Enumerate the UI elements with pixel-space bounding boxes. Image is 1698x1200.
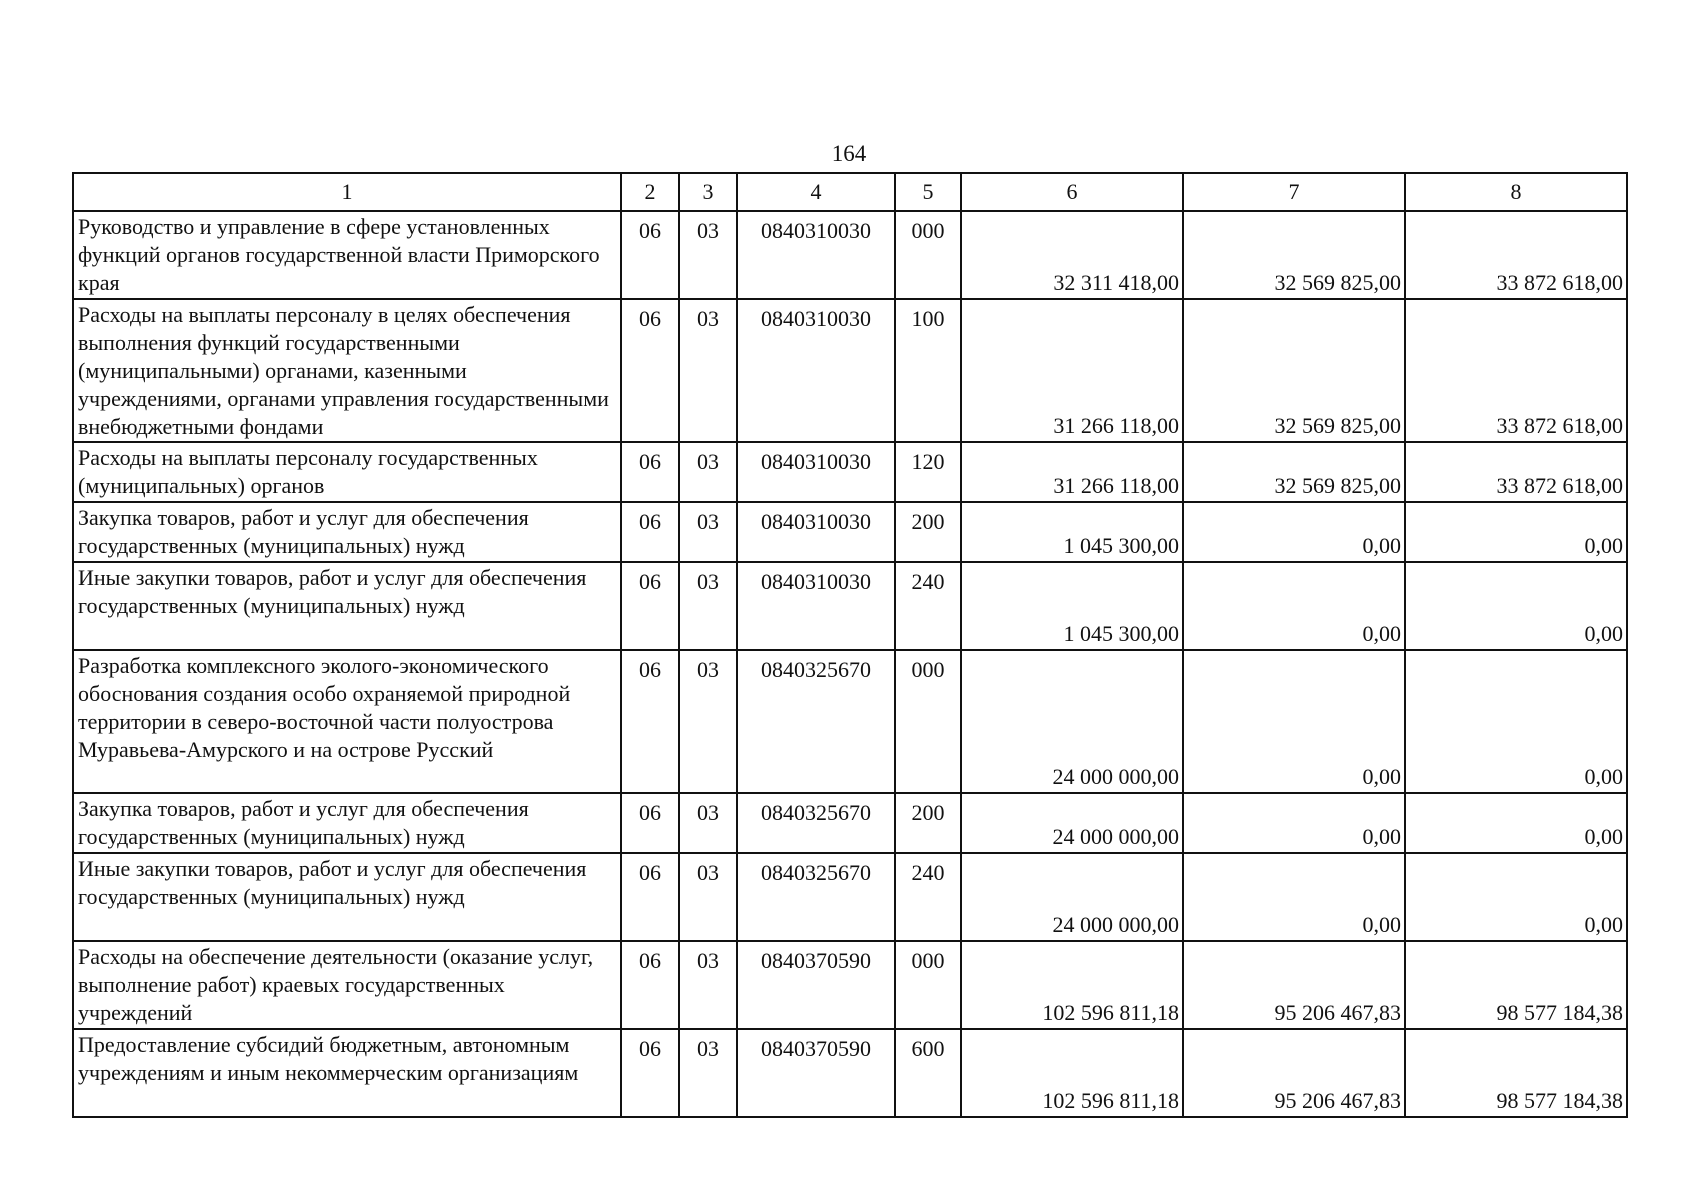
row-section: 06 xyxy=(621,562,679,650)
row-amount-col6: 24 000 000,00 xyxy=(961,853,1183,941)
row-subsection: 03 xyxy=(679,1029,737,1117)
page-number: 164 xyxy=(831,141,867,166)
row-amount-col7: 0,00 xyxy=(1183,502,1405,562)
table-row xyxy=(73,211,1627,299)
row-amount-col7: 0,00 xyxy=(1183,650,1405,793)
row-target-article: 0840370590 xyxy=(737,941,895,1029)
row-amount-col6: 32 311 418,00 xyxy=(961,211,1183,299)
row-target-article: 0840325670 xyxy=(737,793,895,853)
row-amount-col8: 0,00 xyxy=(1405,650,1627,793)
row-target-article: 0840310030 xyxy=(737,562,895,650)
table-row xyxy=(73,793,1627,853)
row-subsection: 03 xyxy=(679,442,737,502)
row-amount-col8: 0,00 xyxy=(1405,793,1627,853)
header-col-6: 6 xyxy=(961,173,1183,211)
row-expense-type: 600 xyxy=(895,1029,961,1117)
row-name: Руководство и управление в сфере установленных функций органов государственной власти Приморского края xyxy=(73,211,621,299)
row-target-article: 0840370590 xyxy=(737,1029,895,1117)
row-subsection: 03 xyxy=(679,793,737,853)
table-row xyxy=(73,941,1627,1029)
row-target-article: 0840325670 xyxy=(737,853,895,941)
row-section: 06 xyxy=(621,211,679,299)
header-col-7: 7 xyxy=(1183,173,1405,211)
row-section: 06 xyxy=(621,650,679,793)
row-amount-col8: 0,00 xyxy=(1405,562,1627,650)
row-amount-col8: 98 577 184,38 xyxy=(1405,1029,1627,1117)
row-name: Иные закупки товаров, работ и услуг для обеспечения государственных (муниципальных) нужд xyxy=(73,853,621,941)
table-row xyxy=(73,650,1627,793)
row-name: Расходы на выплаты персоналу государственных (муниципальных) органов xyxy=(73,442,621,502)
budget-table-container xyxy=(72,172,1626,1118)
header-col-4: 4 xyxy=(737,173,895,211)
row-section: 06 xyxy=(621,502,679,562)
row-amount-col7: 32 569 825,00 xyxy=(1183,299,1405,442)
row-amount-col7: 0,00 xyxy=(1183,562,1405,650)
row-name: Расходы на выплаты персоналу в целях обеспечения выполнения функций государственными (муниципальными) органами, казенными учреждениями, органами управления государственными внебюджетными фондами xyxy=(73,299,621,442)
row-section: 06 xyxy=(621,299,679,442)
row-amount-col6: 102 596 811,18 xyxy=(961,941,1183,1029)
row-amount-col7: 32 569 825,00 xyxy=(1183,442,1405,502)
row-subsection: 03 xyxy=(679,650,737,793)
row-subsection: 03 xyxy=(679,941,737,1029)
table-row xyxy=(73,853,1627,941)
row-subsection: 03 xyxy=(679,299,737,442)
row-section: 06 xyxy=(621,853,679,941)
table-row xyxy=(73,562,1627,650)
row-amount-col7: 95 206 467,83 xyxy=(1183,1029,1405,1117)
row-amount-col6: 1 045 300,00 xyxy=(961,562,1183,650)
row-subsection: 03 xyxy=(679,562,737,650)
row-section: 06 xyxy=(621,941,679,1029)
row-subsection: 03 xyxy=(679,211,737,299)
row-target-article: 0840310030 xyxy=(737,442,895,502)
row-amount-col6: 31 266 118,00 xyxy=(961,442,1183,502)
row-expense-type: 240 xyxy=(895,562,961,650)
row-expense-type: 100 xyxy=(895,299,961,442)
row-amount-col7: 95 206 467,83 xyxy=(1183,941,1405,1029)
header-col-8: 8 xyxy=(1405,173,1627,211)
row-name: Разработка комплексного эколого-экономического обоснования создания особо охраняемой природной территории в северо-восточной части полуострова Муравьева-Амурского и на острове Русский xyxy=(73,650,621,793)
row-amount-col6: 24 000 000,00 xyxy=(961,650,1183,793)
budget-table xyxy=(72,172,1628,1118)
header-col-2: 2 xyxy=(621,173,679,211)
row-expense-type: 120 xyxy=(895,442,961,502)
row-amount-col6: 1 045 300,00 xyxy=(961,502,1183,562)
row-name: Расходы на обеспечение деятельности (оказание услуг, выполнение работ) краевых государственных учреждений xyxy=(73,941,621,1029)
table-row xyxy=(73,1029,1627,1117)
header-row xyxy=(73,173,1627,211)
row-target-article: 0840310030 xyxy=(737,502,895,562)
row-amount-col8: 33 872 618,00 xyxy=(1405,211,1627,299)
row-target-article: 0840310030 xyxy=(737,211,895,299)
header-col-3: 3 xyxy=(679,173,737,211)
row-amount-col6: 24 000 000,00 xyxy=(961,793,1183,853)
row-subsection: 03 xyxy=(679,853,737,941)
row-section: 06 xyxy=(621,1029,679,1117)
row-amount-col8: 33 872 618,00 xyxy=(1405,442,1627,502)
row-section: 06 xyxy=(621,442,679,502)
row-name: Закупка товаров, работ и услуг для обеспечения государственных (муниципальных) нужд xyxy=(73,793,621,853)
row-amount-col8: 0,00 xyxy=(1405,853,1627,941)
row-name: Предоставление субсидий бюджетным, автономным учреждениям и иным некоммерческим организациям xyxy=(73,1029,621,1117)
row-name: Закупка товаров, работ и услуг для обеспечения государственных (муниципальных) нужд xyxy=(73,502,621,562)
row-amount-col8: 0,00 xyxy=(1405,502,1627,562)
table-row xyxy=(73,442,1627,502)
row-target-article: 0840325670 xyxy=(737,650,895,793)
table-row xyxy=(73,502,1627,562)
row-amount-col8: 98 577 184,38 xyxy=(1405,941,1627,1029)
row-amount-col6: 102 596 811,18 xyxy=(961,1029,1183,1117)
row-subsection: 03 xyxy=(679,502,737,562)
table-row xyxy=(73,299,1627,442)
row-expense-type: 000 xyxy=(895,211,961,299)
row-expense-type: 200 xyxy=(895,793,961,853)
header-col-5: 5 xyxy=(895,173,961,211)
row-expense-type: 000 xyxy=(895,941,961,1029)
row-expense-type: 200 xyxy=(895,502,961,562)
row-amount-col7: 0,00 xyxy=(1183,853,1405,941)
row-amount-col8: 33 872 618,00 xyxy=(1405,299,1627,442)
header-col-1: 1 xyxy=(73,173,621,211)
row-expense-type: 240 xyxy=(895,853,961,941)
row-amount-col7: 0,00 xyxy=(1183,793,1405,853)
row-amount-col6: 31 266 118,00 xyxy=(961,299,1183,442)
row-section: 06 xyxy=(621,793,679,853)
row-expense-type: 000 xyxy=(895,650,961,793)
row-target-article: 0840310030 xyxy=(737,299,895,442)
row-amount-col7: 32 569 825,00 xyxy=(1183,211,1405,299)
row-name: Иные закупки товаров, работ и услуг для обеспечения государственных (муниципальных) нужд xyxy=(73,562,621,650)
